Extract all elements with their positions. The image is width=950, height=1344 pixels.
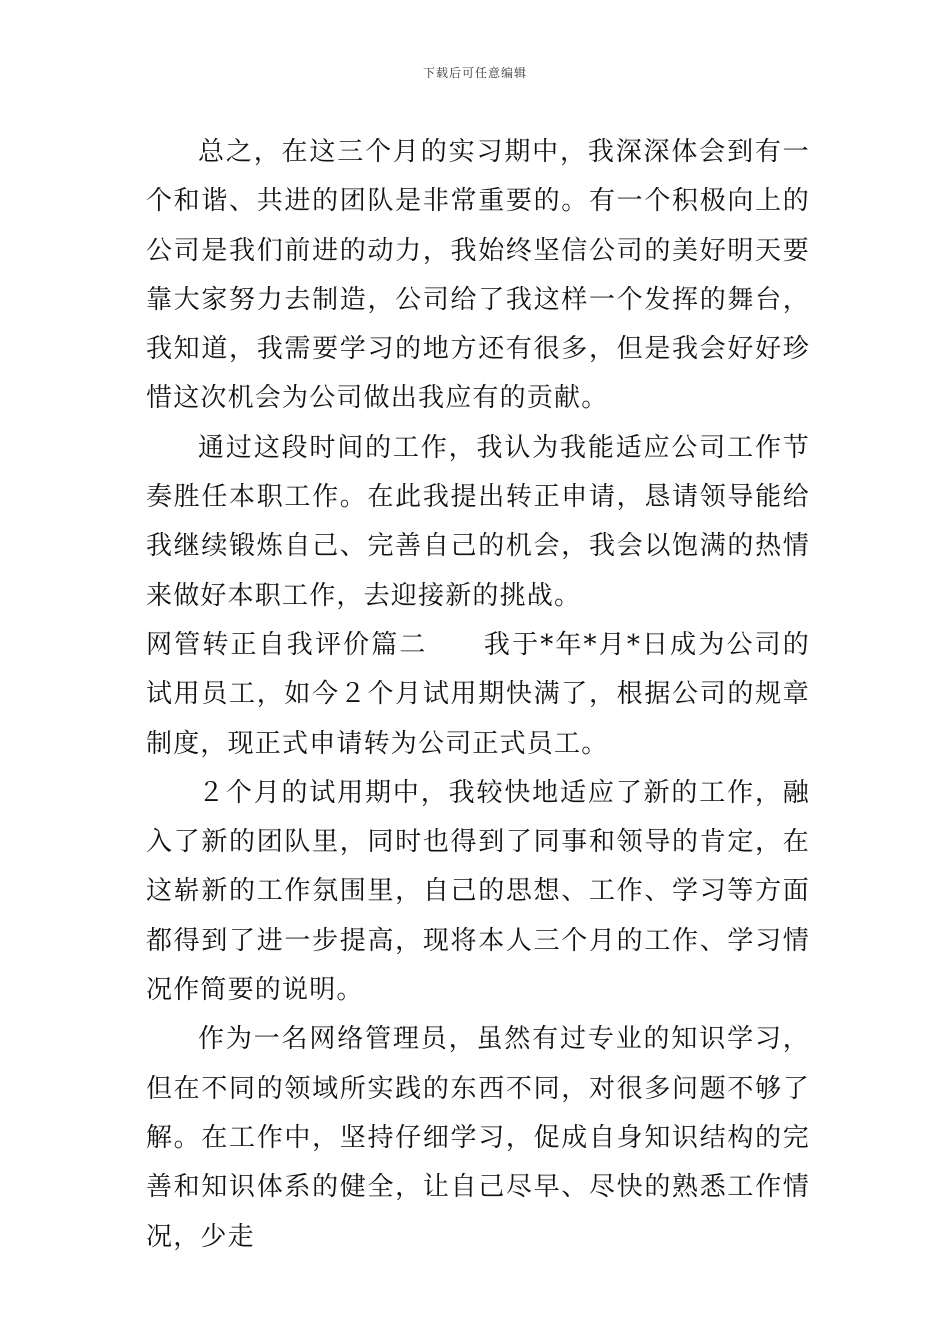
paragraph-trial-period: ２个月的试用期中，我较快地适应了新的工作，融入了新的团队里，同时也得到了同事和领导的肯定，在这崭新的工作氛围里，自己的思想、工作、学习等方面都得到了进一步提高，现将本人三个月的工作、学习情况作简要的说明。 [146,777,810,1006]
section-first-paragraph: 我于*年*月*日成为公司的试用员工，如今２个月试用期快满了，根据公司的规章制度，现正式申请转为公司正式员工。 [146,629,810,759]
section-two-intro [146,621,810,769]
heading-gap [428,630,484,660]
paragraph-application: 通过这段时间的工作，我认为我能适应公司工作节奏胜任本职工作。在此我提出转正申请，恳请领导能给我继续锻炼自己、完善自己的机会，我会以饱满的热情来做好本职工作，去迎接新的挑战。 [146,432,810,611]
section-heading: 网管转正自我评价篇二 [146,629,428,660]
paragraph-summary: 总之，在这三个月的实习期中，我深深体会到有一个和谐、共进的团队是非常重要的。有一个积极向上的公司是我们前进的动力，我始终坚信公司的美好明天要靠大家努力去制造，公司给了我这样一个发挥的舞台，我知道，我需要学习的地方还有很多，但是我会好好珍惜这次机会为公司做出我应有的贡献。 [146,137,810,414]
document-body [146,128,810,1262]
header-note: 下载后可任意编辑 [422,66,527,80]
paragraph-network-admin: 作为一名网络管理员，虽然有过专业的知识学习，但在不同的领域所实践的东西不同，对很多问题不够了解。在工作中，坚持仔细学习，促成自身知识结构的完善和知识体系的健全，让自己尽早、尽快的熟悉工作情况，少走 [146,1024,810,1252]
